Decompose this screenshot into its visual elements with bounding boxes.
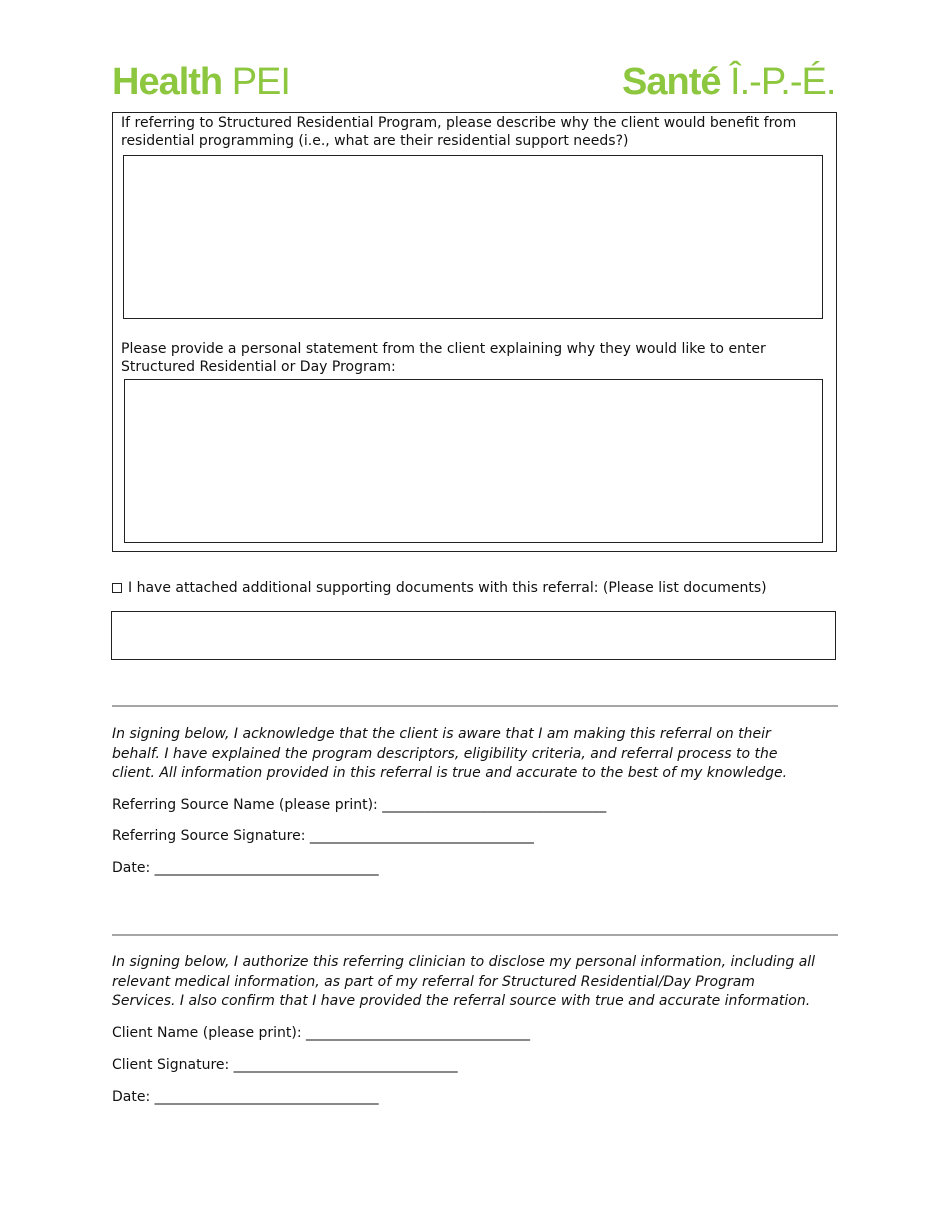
logo-right-light: Î.-P.-É.: [730, 61, 836, 103]
client-date-field[interactable]: Date: ________________________________: [112, 1089, 379, 1105]
client-name-field[interactable]: Client Name (please print): ________________________________: [112, 1025, 531, 1041]
referrer-name-field[interactable]: Referring Source Name (please print): ________________________________: [112, 797, 607, 813]
personal-statement-prompt: Please provide a personal statement from the client explaining why they would like to enter Structured Residential or Day Program:: [121, 341, 766, 375]
logo-left-bold: Health: [112, 61, 223, 103]
personal-statement-field[interactable]: [124, 379, 823, 543]
client-authorization: In signing below, I authorize this referring clinician to disclose my personal information, including all relevant medical information, as part of my referral for Structured Residential/Day Program Services. I also confirm that I have provided the referral source with true and accurate information.: [112, 954, 816, 1009]
questions-box: [112, 112, 837, 552]
residential-benefit-field[interactable]: [123, 155, 823, 319]
referrer-date-field[interactable]: Date: ________________________________: [112, 860, 379, 876]
attachments-label: I have attached additional supporting documents with this referral: (Please list documents): [128, 580, 767, 596]
sante-ipe-logo: [622, 60, 835, 104]
section-divider: [112, 705, 838, 707]
attachments-checkbox[interactable]: [112, 583, 122, 593]
referrer-signature-field[interactable]: Referring Source Signature: ________________________________: [112, 828, 534, 844]
residential-benefit-prompt: If referring to Structured Residential Program, please describe why the client would benefit from residential programming (i.e., what are their residential support needs?): [121, 115, 797, 149]
health-pei-logo: [112, 60, 290, 104]
documents-list-field[interactable]: [111, 611, 836, 660]
client-signature-field[interactable]: Client Signature: ________________________________: [112, 1057, 458, 1073]
attachments-row: [112, 579, 767, 597]
referrer-acknowledgement: In signing below, I acknowledge that the client is aware that I am making this referral on their behalf. I have explained the program descriptors, eligibility criteria, and referral process to the client. All information provided in this referral is true and accurate to the best of my knowledge.: [112, 726, 788, 781]
section-divider: [112, 934, 838, 936]
logo-left-light: PEI: [231, 61, 290, 103]
logo-right-bold: Santé: [622, 61, 721, 103]
